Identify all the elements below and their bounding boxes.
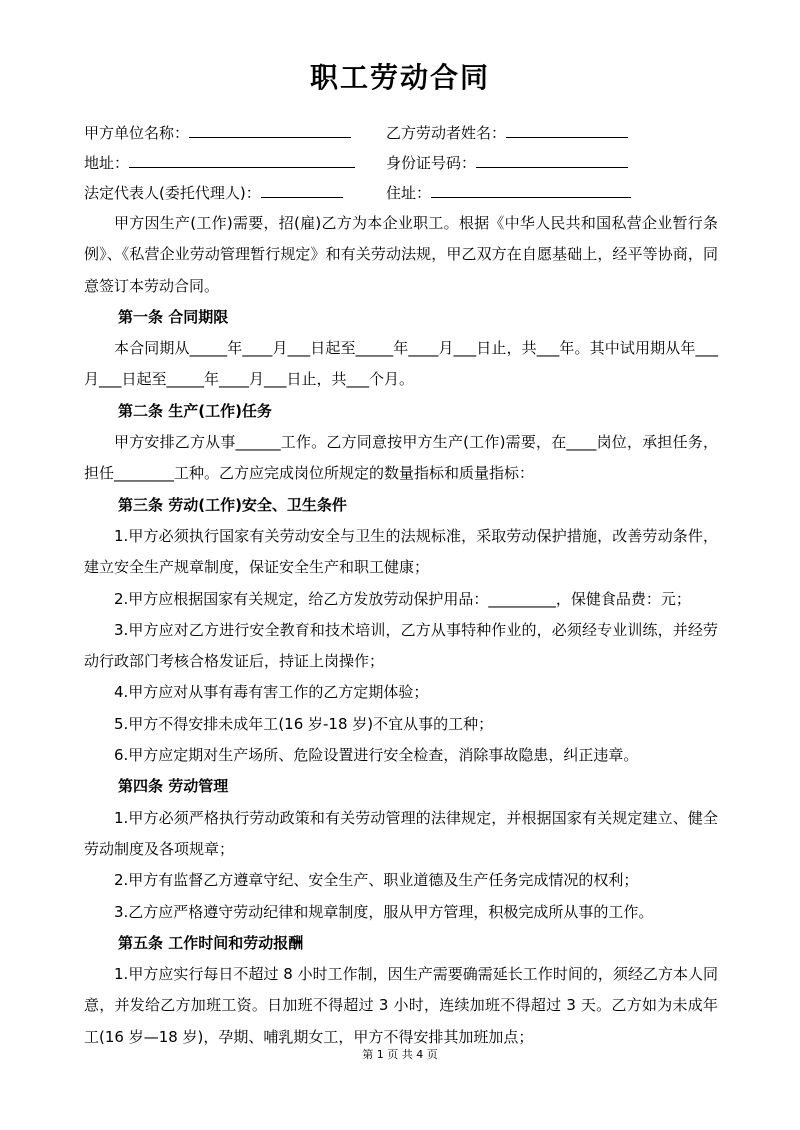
- section-paragraph: 3.乙方应严格遵守劳动纪律和规章制度，服从甲方管理，积极完成所从事的工作。: [114, 902, 654, 921]
- section-heading: 第二条 生产(工作)任务: [118, 401, 272, 420]
- employer-address-field: 地址：: [84, 151, 355, 174]
- page-number-footer: 第 1 页 共 4 页: [362, 1048, 438, 1061]
- employer-name-field: 甲方单位名称：: [84, 121, 351, 144]
- section-paragraph: 5.甲方不得安排未成年工(16 岁-18 岁)不宜从事的工种；: [114, 714, 494, 733]
- section-heading: 第三条 劳动(工作)安全、卫生条件: [118, 495, 347, 514]
- page-title: 职工劳动合同: [309, 61, 490, 94]
- section-heading: 第五条 工作时间和劳动报酬: [118, 933, 304, 952]
- section-paragraph: 1.甲方必须执行国家有关劳动安全与卫生的法规标准，采取劳动保护措施，改善劳动条件，建立安全生产规章制度，保证安全生产和职工健康；: [84, 526, 718, 577]
- employer-address-blank: [129, 151, 355, 168]
- section-paragraph: 4.甲方应对从事有毒有害工作的乙方定期体验；: [114, 683, 429, 702]
- section-heading: 第四条 劳动管理: [118, 777, 229, 796]
- id-number-field: 身份证号码：: [386, 151, 628, 174]
- section-paragraph: 6.甲方应定期对生产场所、危险设置进行安全检查，消除事故隐患，纠正违章。: [114, 746, 639, 765]
- legal-representative-field: 法定代表人(委托代理人)：: [84, 181, 343, 204]
- employee-name-blank: [506, 121, 628, 138]
- id-number-blank: [476, 151, 628, 168]
- employer-name-blank: [189, 121, 351, 138]
- section-paragraph: 1.甲方应实行每日不超过 8 小时工作制，因生产需要确需延长工作时间的，须经乙方本人同意，并发给乙方加班工资。日加班不得超过 3 小时，连续加班不得超过 3 天。乙方如为未成年工(16 岁—18 岁)，孕期、哺乳期女工，甲方不得安排其加班加点；: [84, 965, 718, 1046]
- preamble-paragraph: 甲方因生产(工作)需要，招(雇)乙方为本企业职工。根据《中华人民共和国私营企业暂行条例》、《私营企业劳动管理暂行规定》和有关劳动法规，甲乙双方在自愿基础上，经平等协商，同意签订本劳动合同。: [84, 214, 718, 295]
- section-paragraph: 本合同期从_____年____月___日起至_____年____月___日止，共___年。其中试用期从年___月___日起至_____年____月___日止，共___个月。: [84, 339, 718, 389]
- residence-blank: [431, 181, 631, 198]
- section-paragraph: 1.甲方必须严格执行劳动政策和有关劳动管理的法律规定，并根据国家有关规定建立、健全劳动制度及各项规章；: [84, 808, 718, 858]
- section-heading: 第一条 合同期限: [118, 307, 229, 326]
- section-paragraph: 3.甲方应对乙方进行安全教育和技术培训，乙方从事特种作业的，必须经专业训练，并经劳动行政部门考核合格发证后，持证上岗操作；: [84, 620, 718, 671]
- field-row-1: [84, 121, 724, 143]
- section-paragraph: 2.甲方应根据国家有关规定，给乙方发放劳动保护用品：_________，保健食品费：元；: [114, 589, 691, 608]
- section-paragraph: 甲方安排乙方从事______工作。乙方同意按甲方生产(工作)需要，在____岗位，承担任务，担任________工种。乙方应完成岗位所规定的数量指标和质量指标：: [84, 433, 718, 483]
- legal-representative-blank: [261, 181, 343, 198]
- employee-name-field: 乙方劳动者姓名：: [386, 121, 628, 144]
- residence-field: 住址：: [386, 181, 631, 204]
- section-paragraph: 2.甲方有监督乙方遵章守纪、安全生产、职业道德及生产任务完成情况的权利；: [114, 871, 639, 890]
- field-row-3: [84, 181, 724, 203]
- field-row-2: [84, 151, 724, 173]
- contract-body: [84, 208, 718, 1053]
